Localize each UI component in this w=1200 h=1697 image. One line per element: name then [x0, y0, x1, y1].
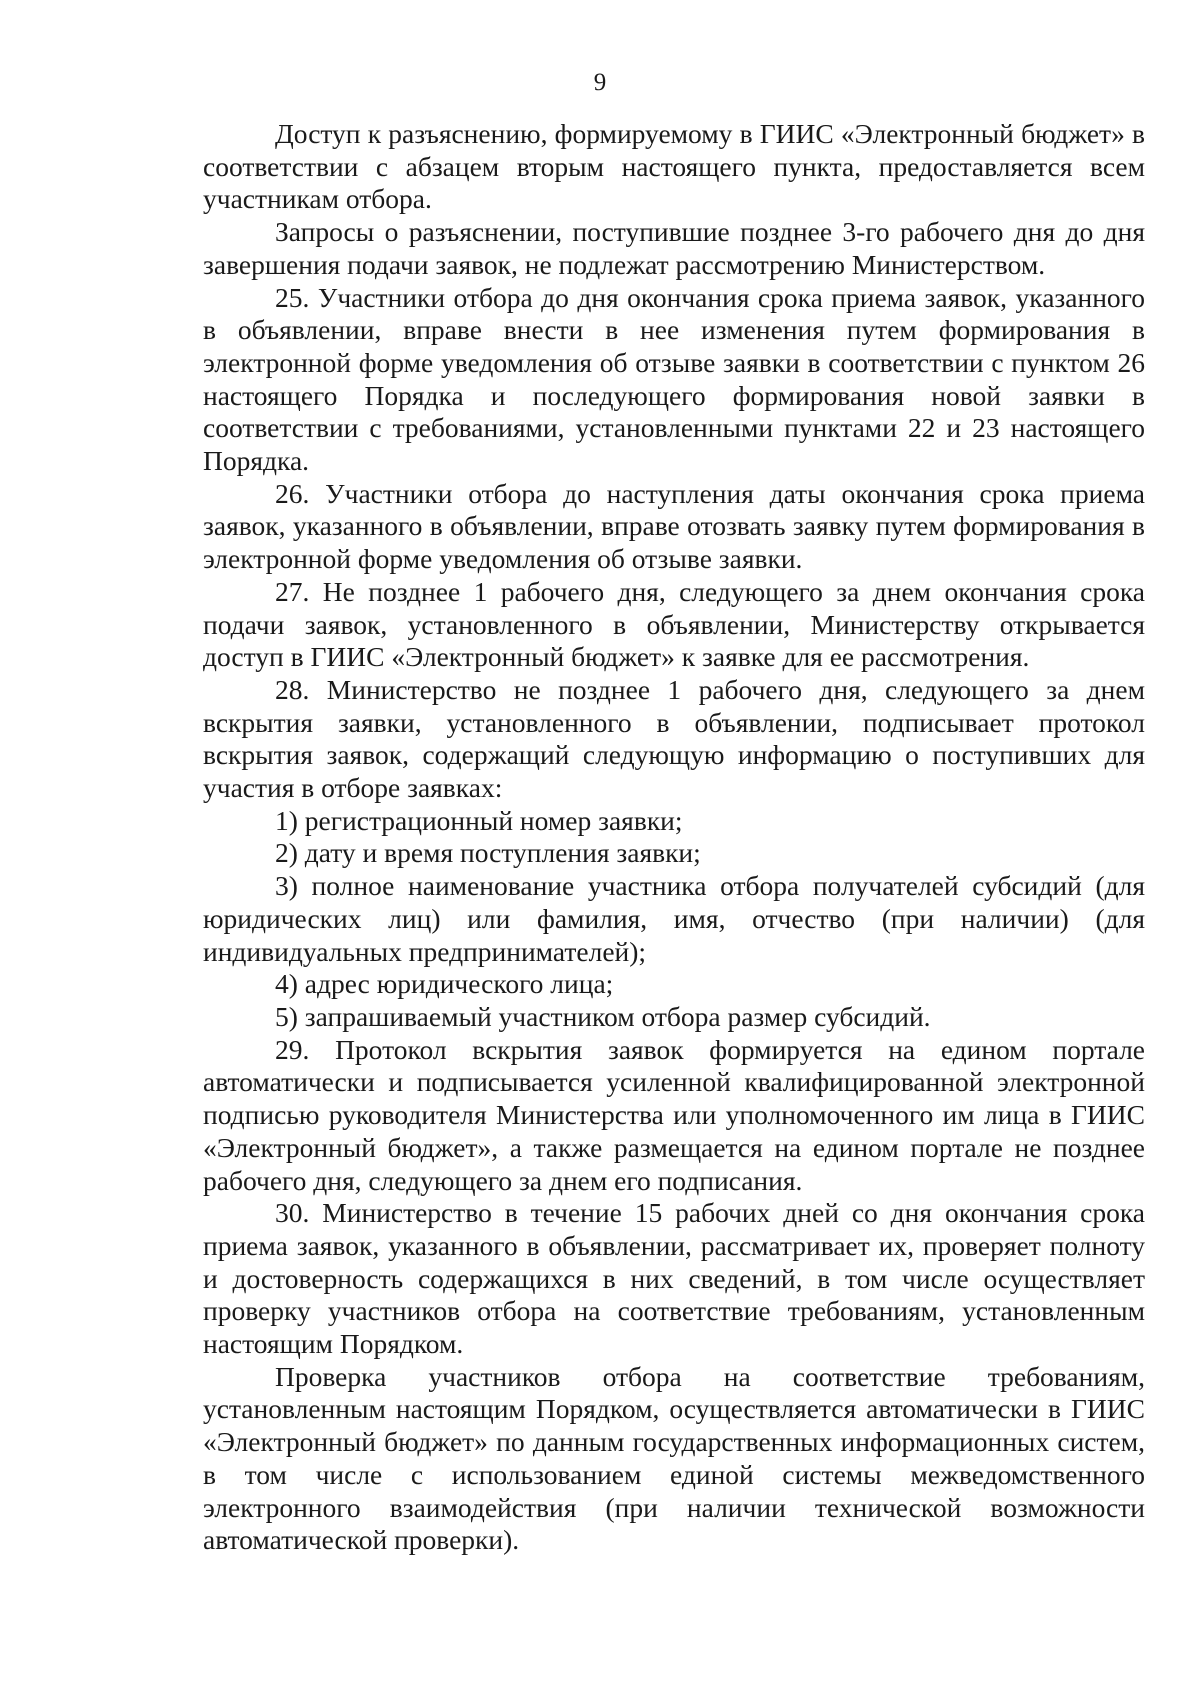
paragraph-item-27: 27. Не позднее 1 рабочего дня, следующего за днем окончания срока подачи заявок, установленного в объявлении, Министерству открывается доступ в ГИИС «Электронный бюджет» к заявке для ее рассмотрения. [203, 575, 1145, 673]
list-item-5: 5) запрашиваемый участником отбора размер субсидий. [275, 1000, 931, 1032]
list-item-4: 4) адрес юридического лица; [275, 968, 614, 1000]
paragraph-item-29: 29. Протокол вскрытия заявок формируется на едином портале автоматически и подписывается усиленной квалифицированной электронной подписью руководителя Министерства или уполномоченного им лица в ГИИС «Электронный бюджет», а также размещается на едином портале не позднее рабочего дня, следующего за днем его подписания. [203, 1033, 1145, 1196]
paragraph-item-30: 30. Министерство в течение 15 рабочих дней со дня окончания срока приема заявок, указанного в объявлении, рассматривает их, проверяет полноту и достоверность содержащихся в них сведений, в том числе осуществляет проверку участников отбора на соответствие требованиям, установленным настоящим Порядком. [203, 1197, 1145, 1360]
paragraph-item-25: 25. Участники отбора до дня окончания срока приема заявок, указанного в объявлении, вправе внести в нее изменения путем формирования в электронной форме уведомления об отзыве заявки в соответствии с пунктом 26 настоящего Порядка и последующего формирования новой заявки в соответствии с требованиями, установленными пунктами 22 и 23 настоящего Порядка. [203, 281, 1145, 477]
paragraph-clarification-access: Доступ к разъяснению, формируемому в ГИИС «Электронный бюджет» в соответствии с абзацем вторым настоящего пункта, предоставляется всем участникам отбора. [203, 118, 1145, 215]
document-body [203, 118, 1145, 1557]
list-item-3: 3) полное наименование участника отбора получателей субсидий (для юридических лиц) или фамилия, имя, отчество (при наличии) (для индивидуальных предпринимателей); [203, 870, 1145, 967]
page-number: 9 [593, 69, 607, 96]
list-item-1: 1) регистрационный номер заявки; [275, 804, 683, 836]
list-item-2: 2) дату и время поступления заявки; [275, 837, 701, 869]
paragraph-item-28: 28. Министерство не позднее 1 рабочего дня, следующего за днем вскрытия заявки, установленного в объявлении, подписывает протокол вскрытия заявок, содержащий следующую информацию о поступивших для участия в отборе заявках: [203, 673, 1145, 804]
paragraph-item-26: 26. Участники отбора до наступления даты окончания срока приема заявок, указанного в объявлении, вправе отозвать заявку путем формирования в электронной форме уведомления об отзыве заявки. [203, 477, 1145, 575]
paragraph-automatic-check: Проверка участников отбора на соответствие требованиям, установленным настоящим Порядком, осуществляется автоматически в ГИИС «Электронный бюджет» по данным государственных информационных систем, в том числе с использованием единой системы межведомственного электронного взаимодействия (при наличии технической возможности автоматической проверки). [203, 1360, 1145, 1556]
paragraph-clarification-requests: Запросы о разъяснении, поступившие позднее 3-го рабочего дня до дня завершения подачи заявок, не подлежат рассмотрению Министерством. [203, 216, 1145, 280]
